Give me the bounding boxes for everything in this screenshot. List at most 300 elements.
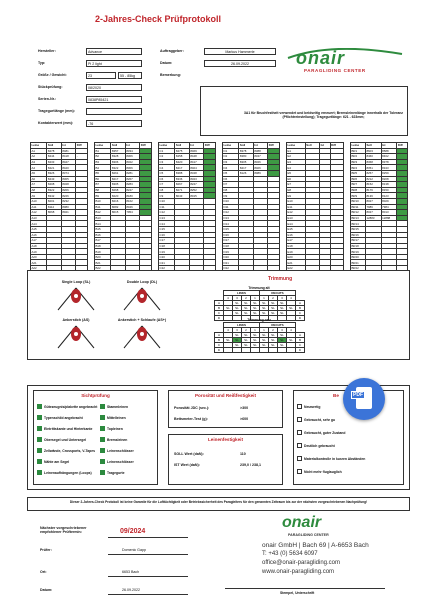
condition-option <box>297 430 345 435</box>
trimming-subtitle: Trimmung neu <box>247 318 271 322</box>
line-id-cell: E17 <box>287 238 306 244</box>
line-id-cell: E5 <box>287 170 306 176</box>
trimming-cell: SL <box>278 311 287 316</box>
soll-cell: 12883 <box>365 215 381 221</box>
line-id-cell: C9 <box>159 193 175 199</box>
ist-cell: 8208 <box>381 176 397 182</box>
ist-cell: 8347 <box>253 154 267 160</box>
trimming-row-label: B <box>215 306 224 311</box>
trimming-row-label: D <box>296 348 305 353</box>
column-header: Diff <box>204 143 216 149</box>
check-mark-icon[interactable] <box>100 415 105 420</box>
trimming-cell: SL <box>242 333 251 338</box>
trimming-row-label: B <box>296 306 305 311</box>
check-mark-icon[interactable] <box>100 437 105 442</box>
trimming-col-header: 4 <box>287 328 296 333</box>
field-value-1[interactable]: Pi 2 light <box>86 60 142 67</box>
trimming-cell: SL <box>260 301 269 306</box>
soll-cell: 8420 <box>175 159 189 165</box>
line-id-cell: B20 <box>95 254 111 260</box>
ist-cell: 8123 <box>381 193 397 199</box>
field-value-3[interactable]: 08/2020 <box>86 84 142 91</box>
trimming-cell: SL <box>278 343 287 348</box>
soll-cell: 8351 <box>365 165 381 171</box>
check-mark-icon[interactable] <box>37 415 42 420</box>
datum-line <box>108 594 188 595</box>
trimming-col-header: 3 <box>278 296 287 301</box>
line-id-cell: BR2 <box>351 154 366 160</box>
soll-cell: 8408 <box>47 182 61 188</box>
line-id-cell: C6 <box>159 176 175 182</box>
trimming-cell: SL <box>287 306 296 311</box>
condition-checkbox[interactable] <box>297 404 302 409</box>
field-value-5[interactable] <box>86 108 142 115</box>
line-id-cell: D12 <box>223 210 239 216</box>
ist-cell: 8180 <box>125 193 139 199</box>
leinenfestigkeit-label: SOLL Wert (daN): <box>174 452 204 456</box>
page-title: 2-Jahres-Check Prüfprotokoll <box>95 14 222 24</box>
leinenfestigkeit-value: 239,0 / 238,1 <box>240 463 261 467</box>
soll-cell: 8305 <box>111 182 125 188</box>
line-id-cell: E15 <box>287 226 306 232</box>
condition-checkbox[interactable] <box>297 417 302 422</box>
ist-cell: 8267 <box>125 176 139 182</box>
trimming-side-links: LINKS <box>224 291 260 296</box>
line-id-cell: A9 <box>31 193 47 199</box>
loop-label: Ankerstich + Schlaufe (AS+) <box>117 318 167 322</box>
loop-figure-2 <box>44 318 108 354</box>
line-id-cell: A7 <box>31 182 47 188</box>
line-id-cell: C21 <box>159 260 175 266</box>
soll-cell: 8380 <box>239 154 253 160</box>
field-label-1: Typ: <box>38 61 46 65</box>
condition-checkbox[interactable] <box>297 443 302 448</box>
line-id-cell: C1 <box>159 148 175 154</box>
ist-cell: 7954 <box>125 210 139 216</box>
column-header: Leine <box>95 143 111 149</box>
pruefer-value: Domenic Gapp <box>122 548 146 552</box>
field-value-2-b[interactable]: 55 - 85kg <box>118 72 142 79</box>
ist-cell: 8322 <box>125 159 139 165</box>
right-field-value-1[interactable]: 26.09.2022 <box>204 60 276 67</box>
line-id-cell: A19 <box>31 249 47 255</box>
column-header: Ist <box>381 143 397 149</box>
line-table-0 <box>30 142 88 272</box>
ist-cell: 8323 <box>189 176 203 182</box>
line-id-cell: C5 <box>159 170 175 176</box>
ort-label: Ort: <box>40 570 47 574</box>
trimming-col-header: 1 <box>251 328 260 333</box>
line-id-cell: C10 <box>159 198 175 204</box>
condition-label: Deutlich gebraucht <box>304 443 335 448</box>
soll-cell: 8043 <box>175 193 189 199</box>
visual-check-label: Nähte am Segel <box>44 459 70 464</box>
ist-cell: 8150 <box>381 187 397 193</box>
ist-cell: 7984 <box>381 204 397 210</box>
line-id-cell: A21 <box>31 260 47 266</box>
trimming-old-table <box>214 286 305 321</box>
loop-knot-icon <box>110 284 174 312</box>
trimming-row-label: C <box>296 343 305 348</box>
trimming-cell: SL <box>269 333 278 338</box>
ort-value: 6653 Bach <box>122 570 140 574</box>
soll-cell: 8068 <box>47 210 61 216</box>
trimming-cell: SL <box>233 306 242 311</box>
visual-check-label: Tragegurte <box>107 470 125 475</box>
trimming-col-header: 2 <box>242 296 251 301</box>
line-id-cell: BR19 <box>351 249 366 255</box>
soll-cell: 8368 <box>365 159 381 165</box>
soll-cell: 8027 <box>365 198 381 204</box>
line-id-cell: B9 <box>95 193 111 199</box>
ist-cell: 8334 <box>125 148 139 154</box>
visual-check-item <box>100 404 128 409</box>
line-id-cell: BR4 <box>351 165 366 171</box>
pruefer-label: Prüfer: <box>40 548 52 552</box>
line-id-cell: E8 <box>287 187 306 193</box>
ist-cell: 8378 <box>381 159 397 165</box>
loop-label: Single Loop (SL) <box>61 280 91 284</box>
line-id-cell: E1 <box>287 148 306 154</box>
loop-knot-icon <box>110 322 174 350</box>
column-header: Ist <box>61 143 75 149</box>
line-id-cell: E9 <box>287 193 306 199</box>
trimming-cell: SL <box>251 338 260 343</box>
line-id-cell: D14 <box>223 221 239 227</box>
leinenfestigkeit-value: 110 <box>240 452 246 456</box>
porositaet-title: Porosität und Reißfestigkeit <box>194 393 256 398</box>
visual-check-item <box>37 426 92 431</box>
trimming-col-header: 4 <box>224 296 233 301</box>
line-id-cell: B5 <box>95 170 111 176</box>
line-id-cell: B21 <box>95 260 111 266</box>
trimming-row-label: C <box>215 343 224 348</box>
ist-cell: 8283 <box>125 182 139 188</box>
line-id-cell: D6 <box>223 176 239 182</box>
column-header: Diff <box>140 143 152 149</box>
line-id-cell: B18 <box>95 243 111 249</box>
line-id-cell: B22 <box>95 266 111 272</box>
check-mark-icon[interactable] <box>100 404 105 409</box>
line-id-cell: D3 <box>223 159 239 165</box>
soll-cell: 8212 <box>365 176 381 182</box>
trimming-cell: SL <box>233 343 242 348</box>
line-table-2 <box>158 142 216 272</box>
trimming-side-links: LINKS <box>224 323 260 328</box>
trimming-cell <box>224 348 233 353</box>
remark-text: 3A1 für Bruchfestheit verwendet und beidseitig erneuert; Bremsleinenlänge innerhalb der Toleranz (Pflichtreinstellung); Tragegurtlänge: 621 - 623mm; <box>244 111 403 120</box>
visual-check-label: Leinenaufhängungen (Loops) <box>44 470 92 475</box>
trimming-row-label: A <box>296 301 305 306</box>
ist-cell: 8259 <box>381 170 397 176</box>
trimming-side-rechts: RECHTS <box>260 323 296 328</box>
befund-title: Be <box>333 393 339 398</box>
line-id-cell: B2 <box>95 154 111 160</box>
trimming-cell: SL <box>260 333 269 338</box>
line-id-cell: BR6 <box>351 176 366 182</box>
check-mark-icon[interactable] <box>100 426 105 431</box>
line-id-cell: C16 <box>159 232 175 238</box>
line-id-cell: BR10 <box>351 198 366 204</box>
line-id-cell: C3 <box>159 159 175 165</box>
check-mark-icon[interactable] <box>100 470 105 475</box>
line-id-cell: BR21 <box>351 260 366 266</box>
pruefer-line <box>108 554 188 555</box>
field-value-6[interactable]: -76 <box>86 120 142 127</box>
line-id-cell: BR12 <box>351 210 366 216</box>
condition-checkbox[interactable] <box>297 430 302 435</box>
column-header: Leine <box>159 143 175 149</box>
ist-cell: 8348 <box>189 170 203 176</box>
trimming-grid <box>214 322 305 353</box>
soll-cell: 8460 <box>365 154 381 160</box>
check-mark-icon[interactable] <box>37 404 42 409</box>
column-header: Soll <box>175 143 189 149</box>
line-id-cell: A22 <box>31 266 47 272</box>
ist-cell: 8417 <box>189 159 203 165</box>
ist-cell: 8388 <box>253 148 267 154</box>
trimming-col-header: 1 <box>260 296 269 301</box>
check-mark-icon[interactable] <box>37 426 42 431</box>
porositaet-label: Bettsmeter-Test (g): <box>174 417 208 421</box>
line-id-cell: E20 <box>287 254 306 260</box>
ist-cell: 8089 <box>253 170 267 176</box>
soll-cell: 8112 <box>47 204 61 210</box>
trimming-row-label: A <box>296 333 305 338</box>
soll-cell: 8357 <box>111 148 125 154</box>
company-address-line: T: +43 (0) 5634 6097 <box>262 551 318 557</box>
trimming-cell <box>260 348 269 353</box>
trimming-cell: SL <box>278 306 287 311</box>
right-field-label-1: Datum: <box>160 61 173 65</box>
visual-check-label: Obersegel und Untersegel <box>44 437 87 442</box>
line-table-1 <box>94 142 152 272</box>
column-header: Leine <box>31 143 47 149</box>
porositaet-label: Porosität JDC (sec.): <box>174 406 210 410</box>
line-id-cell: B17 <box>95 238 111 244</box>
leinenfestigkeit-title: Leinenfestigkeit <box>208 437 243 442</box>
ist-cell: 8420 <box>61 165 75 171</box>
line-id-cell: D17 <box>223 238 239 244</box>
condition-label: Gebraucht, guter Zustand <box>304 430 346 435</box>
check-mark-icon[interactable] <box>37 470 42 475</box>
trimming-cell: SL <box>233 301 242 306</box>
soll-cell: 8433 <box>47 159 61 165</box>
trimming-cell: SL <box>269 306 278 311</box>
trimming-subtitle: Trimmung alt <box>248 286 270 290</box>
line-id-cell: E12 <box>287 210 306 216</box>
trimming-cell <box>269 348 278 353</box>
visual-check-item <box>100 470 125 475</box>
ist-cell: 8306 <box>125 165 139 171</box>
soll-cell: 8378 <box>239 148 253 154</box>
trimming-cell: SL <box>260 343 269 348</box>
ist-cell: 8046 <box>125 204 139 210</box>
line-id-cell: A14 <box>31 221 47 227</box>
column-header: Diff <box>268 143 280 149</box>
soll-cell: 8261 <box>111 170 125 176</box>
line-id-cell: BR22 <box>351 266 366 272</box>
loop-figure-0 <box>44 280 108 316</box>
condition-option <box>297 443 335 448</box>
soll-cell: 8082 <box>111 204 125 210</box>
soll-cell: 8136 <box>365 193 381 199</box>
line-id-cell: B7 <box>95 182 111 188</box>
column-header: Leine <box>223 143 239 149</box>
line-id-cell: E6 <box>287 176 306 182</box>
trimming-cell: SL <box>224 306 233 311</box>
line-id-cell: C11 <box>159 204 175 210</box>
visual-check-label: Gütezeugnis/plakette angebracht <box>44 404 98 409</box>
trimming-grid <box>214 290 305 321</box>
trimming-cell: SL <box>269 301 278 306</box>
loop-label: Double Loop (DL) <box>126 280 158 284</box>
ist-cell: 8162 <box>125 198 139 204</box>
ist-cell: 8418 <box>61 154 75 160</box>
check-mark-icon[interactable] <box>37 437 42 442</box>
field-label-6: Kontakterwert (mm): <box>38 121 74 125</box>
line-id-cell: BR8 <box>351 187 366 193</box>
visual-check-label: Zellwände, Crossports, V-Tapes <box>44 448 95 453</box>
trimming-col-header: 3 <box>233 328 242 333</box>
line-id-cell: BR1 <box>351 148 366 154</box>
trimming-row-label: D <box>215 348 224 353</box>
trimming-cell: SL <box>269 311 278 316</box>
condition-checkbox[interactable] <box>297 469 302 474</box>
trimming-cell: SL <box>260 306 269 311</box>
line-id-cell: E10 <box>287 198 306 204</box>
field-value-2[interactable]: 23 <box>86 72 116 79</box>
line-table-3 <box>222 142 280 272</box>
company-address-line: onair GmbH | Bach 69 | A-6653 Bach <box>262 542 369 549</box>
loop-figure-1 <box>110 280 174 316</box>
condition-option <box>297 469 342 474</box>
line-id-cell: C7 <box>159 182 175 188</box>
trimming-cell: SL <box>260 311 269 316</box>
field-label-4: Serien-Nr.: <box>38 97 57 101</box>
check-mark-icon[interactable] <box>37 448 42 453</box>
ist-cell: 8226 <box>61 193 75 199</box>
line-id-cell: D15 <box>223 226 239 232</box>
line-id-cell: C8 <box>159 187 175 193</box>
field-label-0: Hersteller: <box>38 49 56 53</box>
next-check-value: 09/2024 <box>120 528 146 535</box>
trimming-new-table <box>214 318 305 353</box>
logo <box>282 48 410 76</box>
trimming-cell: SL <box>233 333 242 338</box>
line-id-cell: D16 <box>223 232 239 238</box>
trimming-col-header: 2 <box>269 328 278 333</box>
check-mark-icon[interactable] <box>37 459 42 464</box>
visual-check-label: Typenschild angebracht <box>44 415 83 420</box>
trimming-cell: SL <box>287 338 296 343</box>
column-header: Soll <box>47 143 61 149</box>
trimming-title: Trimmung <box>268 276 293 282</box>
leinenfestigkeit-label: IST Wert (daN): <box>174 463 200 467</box>
pdf-badge[interactable] <box>343 378 385 420</box>
soll-cell: 8444 <box>47 154 61 160</box>
soll-cell: 8015 <box>111 210 125 216</box>
ist-cell: 8469 <box>189 148 203 154</box>
line-id-cell: B19 <box>95 249 111 255</box>
right-field-label-2: Bemerkung: <box>160 73 181 77</box>
column-header: Ist <box>125 143 139 149</box>
ist-cell: 8021 <box>61 210 75 216</box>
ist-cell: 8448 <box>189 154 203 160</box>
soll-cell: 8475 <box>175 148 189 154</box>
sichtpruefung-title: Sichtprüfung <box>81 393 110 398</box>
line-id-cell: E13 <box>287 215 306 221</box>
ort-line <box>108 576 188 577</box>
check-mark-icon[interactable] <box>100 448 105 453</box>
line-id-cell: B3 <box>95 159 111 165</box>
visual-check-item <box>37 470 92 475</box>
soll-cell: 7986 <box>365 204 381 210</box>
visual-check-item <box>37 415 83 420</box>
condition-label: Nicht mehr fluglauglich <box>304 469 342 474</box>
trimming-cell: SL <box>242 338 251 343</box>
trimming-cell: SL <box>251 306 260 311</box>
field-value-0[interactable]: Advance <box>86 48 142 55</box>
condition-checkbox[interactable] <box>297 456 302 461</box>
footer-disclaimer-box <box>27 497 410 511</box>
column-header: Diff <box>76 143 88 149</box>
ist-cell: 8138 <box>381 182 397 188</box>
next-check-label: Nächster vorgeschriebener empfohlener Prüftermin: <box>40 526 87 535</box>
ist-cell: 8406 <box>253 165 267 171</box>
soll-cell: 8176 <box>365 187 381 193</box>
ist-cell: 8013 <box>381 210 397 216</box>
visual-check-label: Leinenschlösser <box>107 459 134 464</box>
trimming-row-label: A <box>215 301 224 306</box>
column-header: Soll <box>239 143 253 149</box>
condition-label: Materialkontrolle in kurzen Abständen <box>304 456 366 461</box>
line-id-cell: B10 <box>95 198 111 204</box>
column-header: Soll <box>305 143 319 149</box>
line-id-cell: A5 <box>31 170 47 176</box>
ist-cell: 8404 <box>189 165 203 171</box>
condition-option <box>297 417 335 422</box>
line-id-cell: E21 <box>287 260 306 266</box>
field-label-2: Größe / Gewicht: <box>38 73 67 77</box>
soll-cell: 8421 <box>47 165 61 171</box>
field-value-4[interactable]: 0838P85421 <box>86 96 142 103</box>
visual-check-label: Leinenschlösser <box>107 448 134 453</box>
line-id-cell: A15 <box>31 226 47 232</box>
trimming-cell: SL <box>251 311 260 316</box>
soll-cell: 8417 <box>239 165 253 171</box>
visual-check-item <box>100 437 127 442</box>
line-id-cell: E22 <box>287 266 306 272</box>
column-header: Soll <box>111 143 125 149</box>
trimming-cell: SL <box>242 343 251 348</box>
line-id-cell: B6 <box>95 176 111 182</box>
remark-box <box>200 86 408 136</box>
trimming-row <box>215 348 305 353</box>
visual-check-item <box>100 426 123 431</box>
right-field-value-0[interactable]: Markus Hammerle <box>204 48 276 55</box>
check-mark-icon[interactable] <box>100 459 105 464</box>
line-id-cell: BR20 <box>351 254 366 260</box>
trimming-row-label: B <box>296 338 305 343</box>
line-id-cell: BR18 <box>351 243 366 249</box>
soll-cell: 8201 <box>47 198 61 204</box>
line-id-cell: C19 <box>159 249 175 255</box>
trimming-cell: SL <box>233 311 242 316</box>
line-id-cell: D22 <box>223 266 239 272</box>
trimming-cell <box>278 348 287 353</box>
logo-brand: onair <box>296 48 346 68</box>
